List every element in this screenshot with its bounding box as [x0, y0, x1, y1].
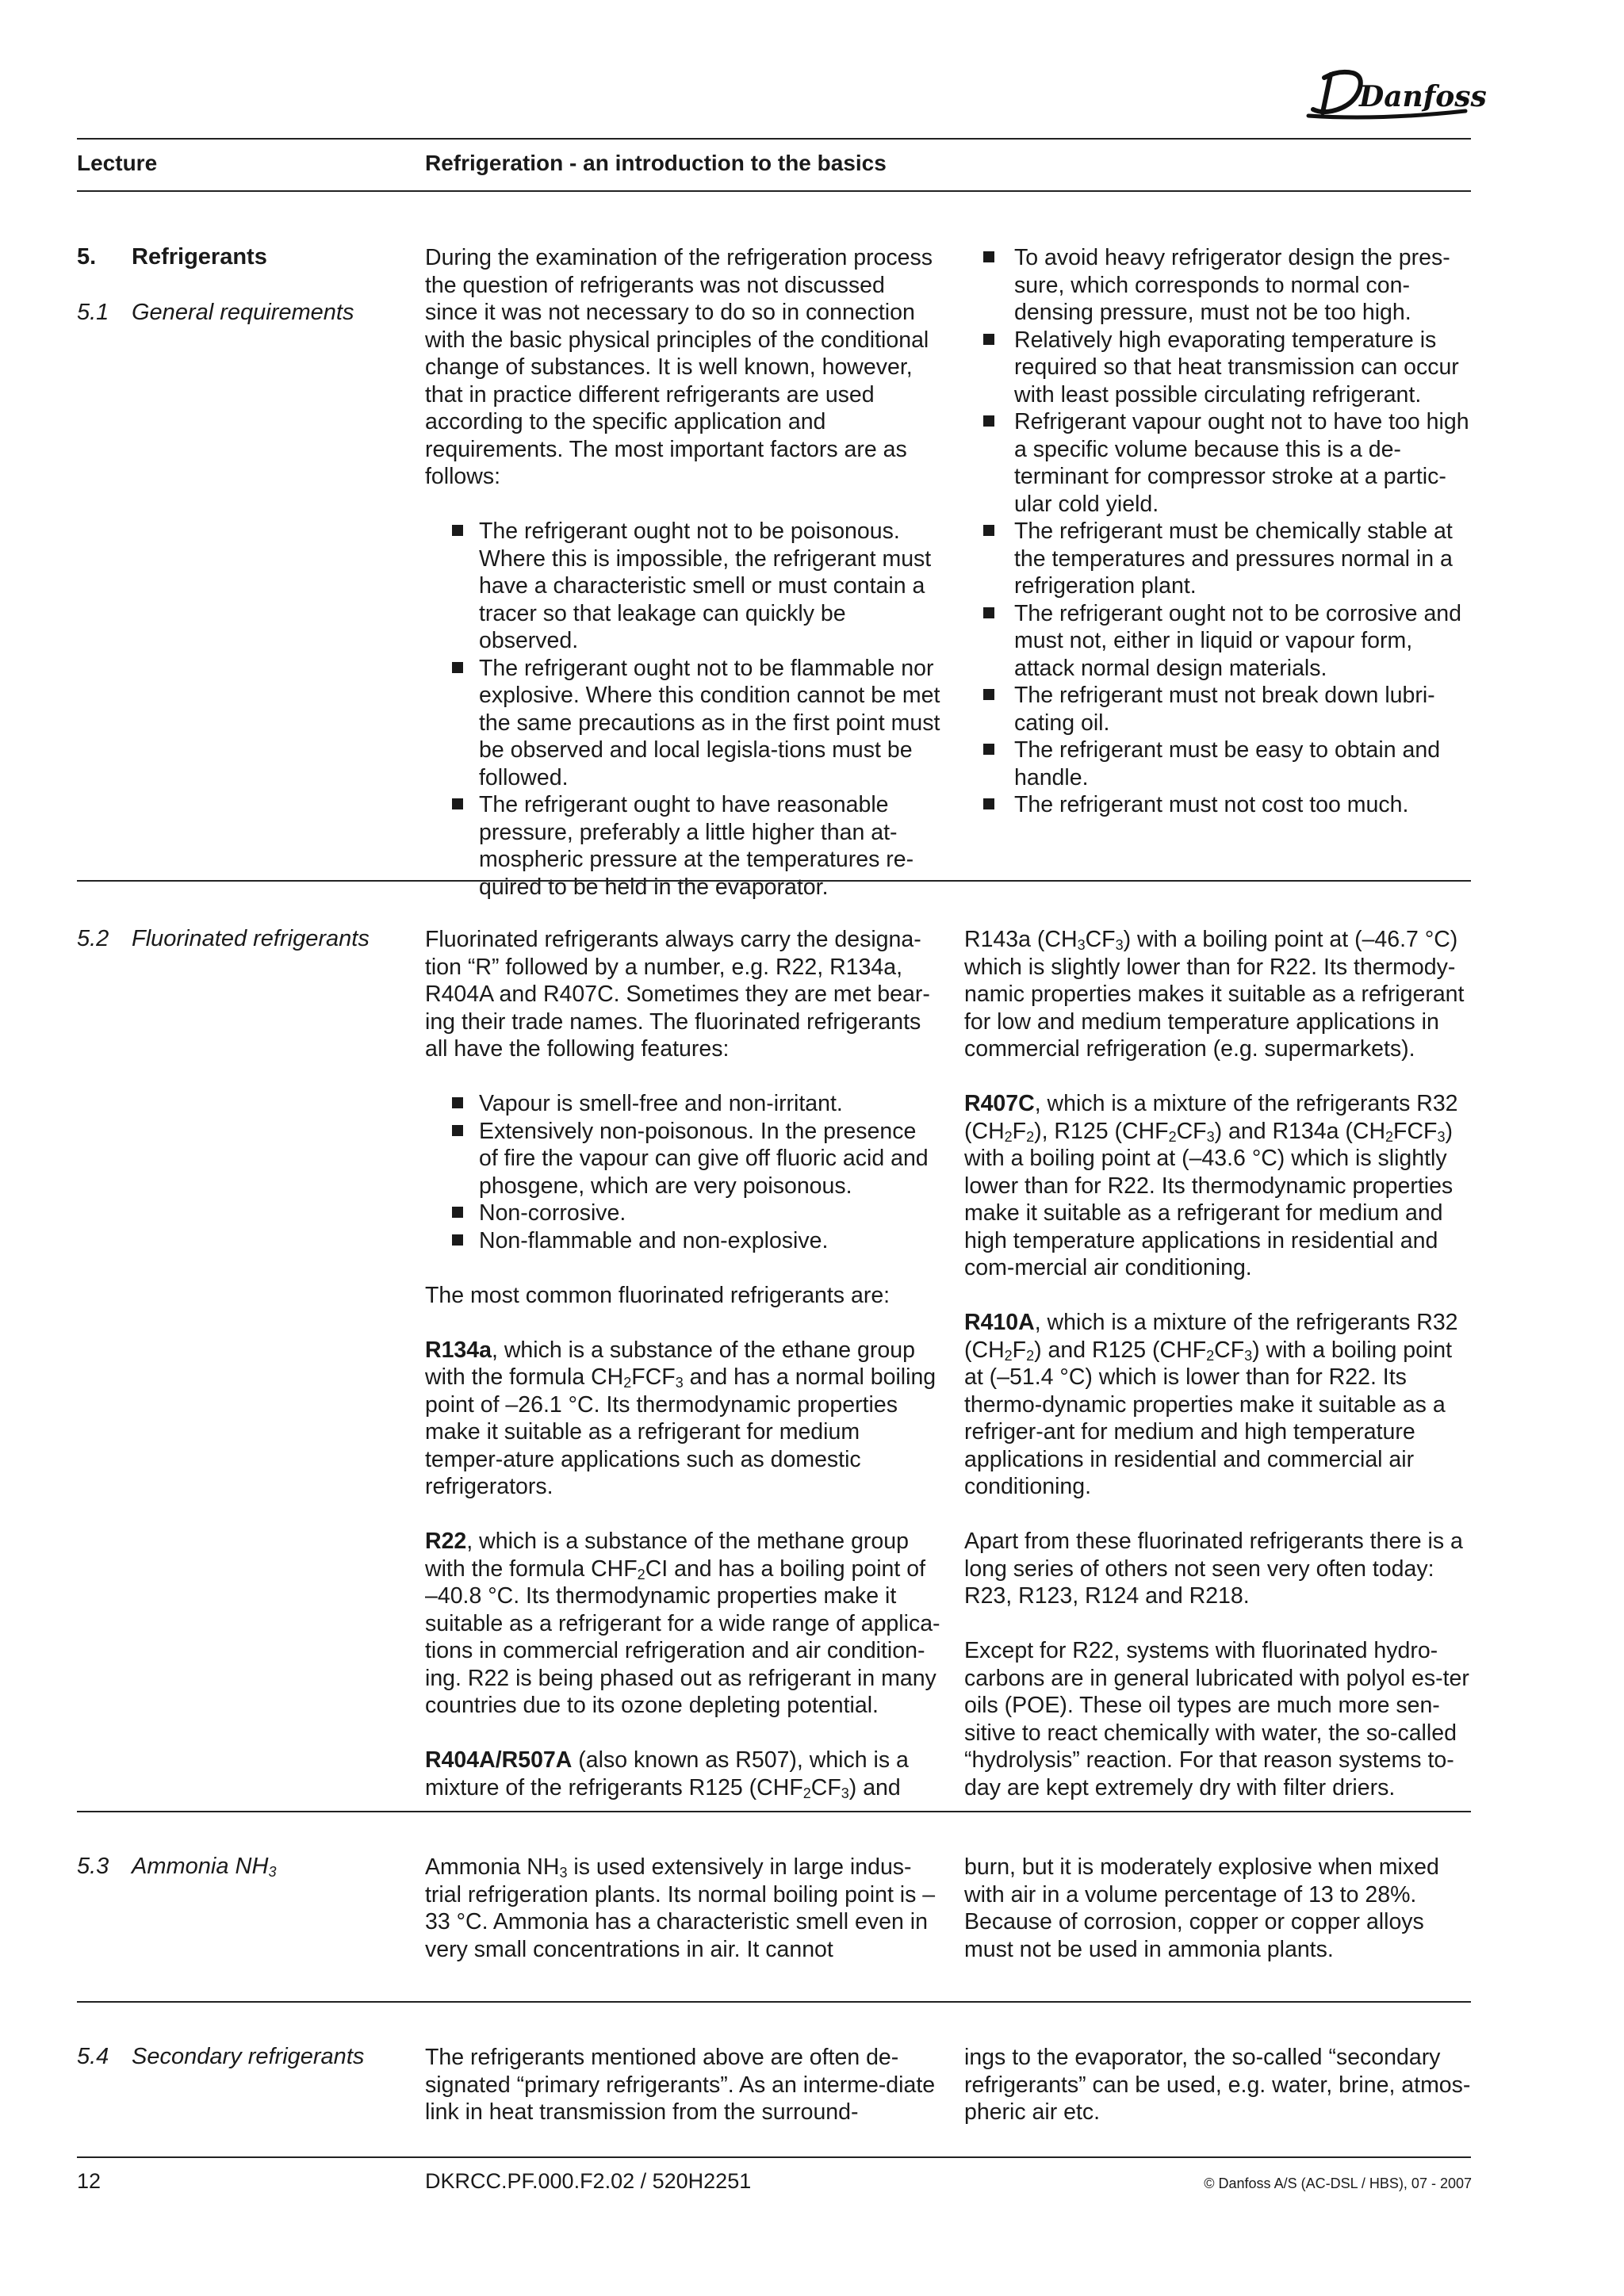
list-item: Vapour is smell-free and non-irritant. [425, 1090, 940, 1118]
r410a-paragraph: R410A, which is a mixture of the refrigerants R32 $(CH_2F_2)$ and R125 $(CHF_2CF_3)$ with a boiling point at (–51.4 °C) which is lower than for R22. Its thermo-dynamic properties make it suitable as a refriger-ant for medium and high temperature applications in residential and commercial air conditioning. [964, 1310, 1458, 1499]
requirements-list-left [425, 518, 940, 901]
bullet-square-icon [452, 1125, 463, 1136]
section-5-3-right-column [964, 1854, 1475, 1963]
document-code: DKRCC.PF.000.F2.02 / 520H2251 [425, 2169, 752, 2193]
r404a-paragraph: R404A/R507A (also known as R507), which is a mixture of the refrigerants R125 $(CHF_2CF_3)$ and [425, 1747, 909, 1801]
oils-paragraph: Except for R22, systems with fluorinated hydro-carbons are in general lubricated with polyol es-ter oils (POE). These oil types are much more sen-sitive to react chemically with water, the so-called “hydrolysis” reaction. For that reason systems to-day are kept extremely dry with filter driers. [964, 1638, 1469, 1800]
other-refrigerants-paragraph: Apart from these fluorinated refrigerants there is a long series of others not seen very often today: R23, R123, R124 and R218. [964, 1529, 1463, 1609]
section-5-4-right-column [964, 2044, 1475, 2126]
section-5-4-left-column [425, 2044, 940, 2126]
list-item: The refrigerant must be chemically stable at the temperatures and pressures normal in a refrigeration plant. [983, 518, 1475, 600]
bullet-square-icon [983, 689, 994, 700]
list-item: Relatively high evaporating temperature is required so that heat transmission can occur with least possible circulating refrigerant. [983, 327, 1475, 409]
bullet-square-icon [452, 1234, 463, 1246]
ammonia-paragraph-right: burn, but it is moderately explosive when mixed with air in a volume percentage of 13 to 28%. Because of corrosion, copper or copper alloys must not be used in ammonia plants. [964, 1854, 1439, 1962]
section-5-1-left-column [425, 244, 940, 901]
bullet-square-icon [452, 525, 463, 536]
header-title: Refrigeration - an introduction to the basics [425, 151, 887, 175]
section-5-4-title: Secondary refrigerants [132, 2044, 365, 2069]
secondary-paragraph-left: The refrigerants mentioned above are often de-signated “primary refrigerants”. As an interme-diate link in heat transmission from the surround- [425, 2045, 936, 2125]
r407c-paragraph: R407C, which is a mixture of the refrigerants R32 $(CH_2F_2)$, R125 $(CHF_2CF_3)$ and R134a $(CH_2FCF_3)$ with a boiling point at (–43.6 °C) which is slightly lower than for R22. Its thermodynamic properties make it suitable as a refrigerant for medium and high temperature applications in residential and com-mercial air conditioning. [964, 1091, 1458, 1280]
section-divider [77, 2001, 1471, 2003]
danfoss-logo [1307, 63, 1487, 127]
bullet-square-icon [983, 251, 994, 262]
general-requirements-intro: During the examination of the refrigeration process the question of refrigerants was not discussed since it was not necessary to do so in connection with the basic physical principles of the conditional change of substances. It is well known, however, that in practice different refrigerants are used according to the specific application and requirements. The most important factors are as follows: [425, 245, 933, 489]
section-5-2-right-column [964, 926, 1475, 1801]
footer-rule [77, 2156, 1471, 2158]
bullet-square-icon [983, 607, 994, 618]
section-5-1-number: 5.1 [77, 300, 109, 325]
section-5-3-left-column [425, 1854, 940, 1963]
fluorinated-features-list [425, 1090, 940, 1254]
bullet-square-icon [452, 1097, 463, 1108]
section-divider [77, 1811, 1471, 1812]
bullet-square-icon [452, 662, 463, 673]
requirements-list-right [983, 244, 1475, 819]
secondary-paragraph-right: ings to the evaporator, the so-called “secondary refrigerants” can be used, e.g. water, brine, atmos-pheric air etc. [964, 2045, 1471, 2125]
section-5-number: 5. [77, 244, 97, 270]
section-5-2-left-column [425, 926, 940, 1801]
logo-wordmark: Danfoss [1359, 80, 1487, 113]
bullet-square-icon [983, 334, 994, 345]
list-item: The refrigerant ought not to be flammable nor explosive. Where this condition cannot be met the same precautions as in the first point must be observed and local legisla-tions must be followed. [425, 655, 940, 792]
list-item: Non-flammable and non-explosive. [425, 1227, 940, 1255]
r143a-paragraph: R143a $(CH_3CF_3)$ with a boiling point at (–46.7 °C) which is slightly lower than for R22. Its thermody-namic properties makes it suitable as a refrigerant for low and medium temperature applications in commercial refrigeration (e.g. supermarkets). [964, 927, 1465, 1062]
r134a-paragraph: R134a, which is a substance of the ethane group with the formula $CH_2FCF_3$ and has a normal boiling point of –26.1 °C. Its thermodynamic properties make it suitable as a refrigerant for medium temper-ature applications such as domestic refrigerators. [425, 1337, 936, 1499]
bullet-square-icon [983, 415, 994, 427]
section-5-1-right-column [983, 244, 1475, 819]
list-item: Non-corrosive. [425, 1200, 940, 1227]
list-item: The refrigerant must not break down lubri-cating oil. [983, 682, 1475, 737]
section-5-title: Refrigerants [132, 244, 267, 270]
fluorinated-intro: Fluorinated refrigerants always carry the designa-tion “R” followed by a number, e.g. R22, R134a, R404A and R407C. Sometimes they are met bear-ing their trade names. The fluorinated refrigerants all have the following features: [425, 927, 930, 1062]
copyright: © Danfoss A/S (AC-DSL / HBS), 07 - 2007 [1204, 2175, 1472, 2191]
list-item: The refrigerant ought not to be poisonous. Where this is impossible, the refrigerant must have a characteristic smell or must contain a tracer so that leakage can quickly be observed. [425, 518, 940, 655]
ammonia-paragraph-left: Ammonia $NH_3$ is used extensively in large indus-trial refrigeration plants. Its normal boiling point is –33 °C. Ammonia has a characteristic smell even in very small concentrations in air. It cannot [425, 1854, 936, 1962]
common-refrigerants-lead: The most common fluorinated refrigerants are: [425, 1282, 891, 1308]
header-bottom-rule [77, 190, 1471, 192]
section-5-2-title: Fluorinated refrigerants [132, 926, 370, 951]
section-5-3-number: 5.3 [77, 1854, 109, 1879]
bullet-square-icon [983, 525, 994, 536]
header-top-rule [77, 138, 1471, 140]
section-divider [77, 880, 1471, 882]
bullet-square-icon [452, 798, 463, 809]
list-item: The refrigerant must not cost too much. [983, 791, 1475, 819]
r22-paragraph: R22, which is a substance of the methane group with the formula $CHF_2CI$ and has a boiling point of –40.8 °C. Its thermodynamic properties make it suitable as a refrigerant for a wide range of applica-tions in commercial refrigeration and air condition-ing. R22 is being phased out as refrigerant in many countries due to its ozone depleting potential. [425, 1529, 940, 1718]
list-item: To avoid heavy refrigerator design the pres-sure, which corresponds to normal con-densing pressure, must not be too high. [983, 244, 1475, 327]
list-item: The refrigerant ought not to be corrosive and must not, either in liquid or vapour form, attack normal design materials. [983, 600, 1475, 683]
bullet-square-icon [452, 1207, 463, 1218]
list-item: Extensively non-poisonous. In the presence of fire the vapour can give off fluoric acid and phosgene, which are very poisonous. [425, 1118, 940, 1200]
page-number: 12 [77, 2169, 102, 2193]
bullet-square-icon [983, 744, 994, 755]
list-item: The refrigerant must be easy to obtain and handle. [983, 737, 1475, 791]
list-item: Refrigerant vapour ought not to have too high a specific volume because this is a de-terminant for compressor stroke at a partic-ular cold yield. [983, 408, 1475, 518]
list-item: The refrigerant ought to have reasonable pressure, preferably a little higher than at-mospheric pressure at the temperatures re-quired to be held in the evaporator. [425, 791, 940, 901]
bullet-square-icon [983, 798, 994, 809]
section-5-4-number: 5.4 [77, 2044, 109, 2069]
section-5-1-title: General requirements [132, 300, 354, 325]
section-5-2-number: 5.2 [77, 926, 109, 951]
header-label: Lecture [77, 151, 158, 175]
section-5-3-title: Ammonia $NH_3$ [132, 1854, 277, 1880]
